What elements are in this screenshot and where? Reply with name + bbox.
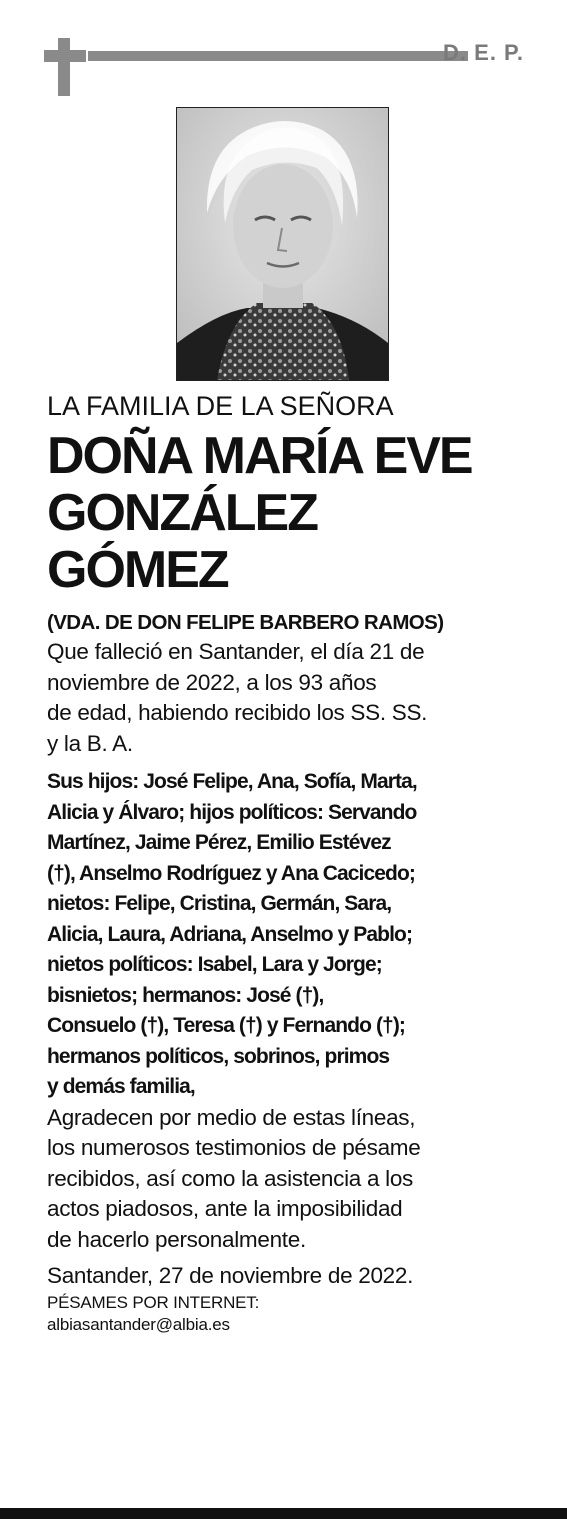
text-line: de edad, habiendo recibido los SS. SS. (47, 700, 428, 725)
name-line: DOÑA MARÍA EVE (47, 427, 472, 485)
deceased-portrait-photo (176, 107, 389, 381)
dep-label: D. E. P. (443, 40, 524, 65)
cross-icon (58, 38, 70, 96)
portrait-illustration (177, 108, 388, 380)
text-line: recibidos, así como la asistencia a los (47, 1165, 413, 1191)
death-paragraph (47, 637, 527, 759)
bottom-border (0, 1508, 567, 1519)
internet-condolences-label: PÉSAMES POR INTERNET: (47, 1292, 260, 1312)
text-line: de hacerlo personalmente. (47, 1226, 306, 1252)
text-line: Que falleció en Santander, el día 21 de (47, 639, 425, 664)
widow-of-line: (VDA. DE DON FELIPE BARBERO RAMOS) (47, 611, 444, 634)
text-line: nietos: Felipe, Cristina, Germán, Sara, (47, 892, 392, 915)
text-line: Agradecen por medio de estas líneas, (47, 1104, 416, 1130)
text-line: Martínez, Jaime Pérez, Emilio Estévez (47, 831, 391, 854)
cross-icon-arm (44, 50, 86, 62)
name-line: GONZÁLEZ (47, 484, 317, 542)
obituary-header (44, 38, 524, 96)
text-line: y demás familia, (47, 1075, 195, 1098)
deceased-name (47, 428, 527, 599)
text-line: (†), Anselmo Rodríguez y Ana Cacicedo; (47, 861, 415, 885)
text-line: actos piadosos, ante la imposibilidad (47, 1196, 403, 1221)
name-line: GÓMEZ (47, 541, 228, 599)
header-rule (88, 51, 468, 61)
obituary-body (47, 388, 527, 1336)
text-line: Consuelo (†), Teresa (†) y Fernando (†); (47, 1014, 406, 1037)
text-line: y la B. A. (47, 730, 133, 756)
family-members-paragraph (47, 767, 527, 1103)
text-line: Alicia y Álvaro; hijos políticos: Servando (47, 800, 417, 824)
text-line: Santander, 27 de noviembre de 2022. (47, 1263, 414, 1288)
thanks-paragraph (47, 1103, 527, 1256)
text-line: hermanos políticos, sobrinos, primos (47, 1044, 390, 1068)
place-date (47, 1261, 527, 1292)
text-line: Sus hijos: José Felipe, Ana, Sofía, Marta, (47, 770, 417, 793)
text-line: los numerosos testimonios de pésame (47, 1135, 421, 1160)
text-line: bisnietos; hermanos: José (†), (47, 983, 324, 1007)
condolences-email[interactable]: albiasantander@albia.es (47, 1314, 230, 1334)
text-line: noviembre de 2022, a los 93 años (47, 669, 377, 695)
text-line: Alicia, Laura, Adriana, Anselmo y Pablo; (47, 922, 413, 946)
text-line: nietos políticos: Isabel, Lara y Jorge; (47, 953, 382, 976)
family-intro: LA FAMILIA DE LA SEÑORA (47, 391, 394, 421)
